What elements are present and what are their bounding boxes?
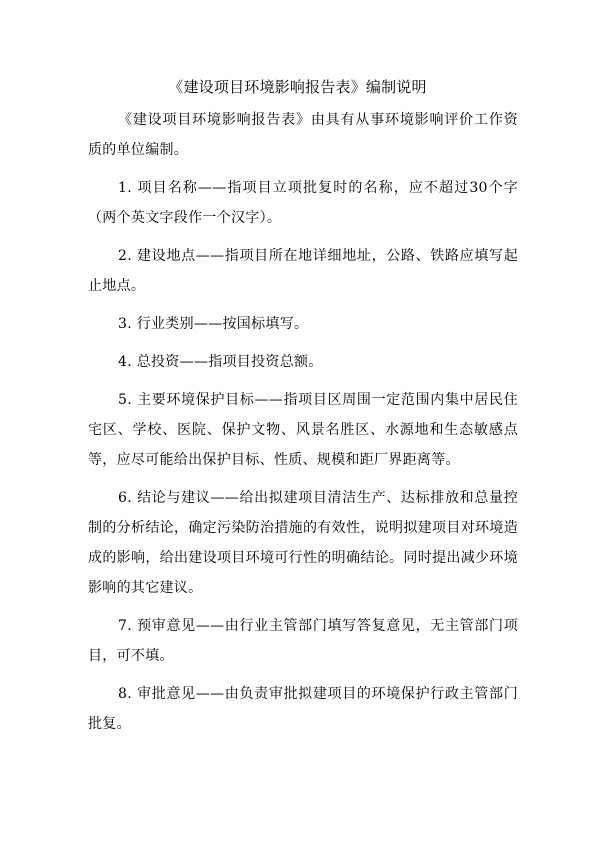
item-conclusions: 6. 结论与建议——给出拟建项目清洁生产、达标排放和总量控制的分析结论，确定污染防治措施的有效性，说明拟建项目对环境造成的影响，给出建设项目环境可行性的明确结论。同时提出减少环境影响的其它建议。 [88,490,518,596]
item-construction-location: 2. 建设地点——指项目所在地详细地址，公路、铁路应填写起止地点。 [88,248,518,294]
item-pre-review-opinion: 7. 预审意见——由行业主管部门填写答复意见，无主管部门项目，可不填。 [88,618,518,664]
item-industry-category: 3. 行业类别——按国标填写。 [118,316,309,332]
item-project-name: 1. 项目名称——指项目立项批复时的名称，应不超过30个字（两个英文字段作一个汉字）。 [88,180,518,226]
document-body [88,105,518,747]
document-title: 《建设项目环境影响报告表》编制说明 [168,78,427,96]
item-approval-opinion: 8. 审批意见——由负责审批拟建项目的环境保护行政主管部门批复。 [88,686,518,732]
item-total-investment: 4. 总投资——指项目投资总额。 [118,354,323,370]
item-protection-targets: 5. 主要环境保护目标——指项目区周围一定范围内集中居民住宅区、学校、医院、保护文物、风景名胜区、水源地和生态敏感点等，应尽可能给出保护目标、性质、规模和距厂界距离等。 [88,392,518,468]
intro-paragraph: 《建设项目环境影响报告表》由具有从事环境影响评价工作资质的单位编制。 [88,112,518,158]
